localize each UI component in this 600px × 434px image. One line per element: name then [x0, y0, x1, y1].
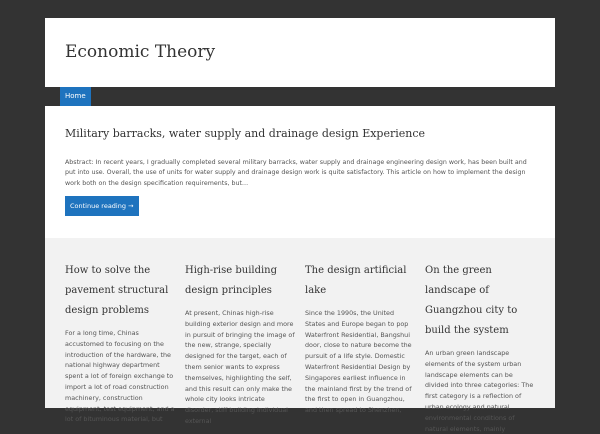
post-title[interactable]: The design artificial lake	[305, 265, 407, 296]
post-title[interactable]: How to solve the pavement structural design problems	[65, 265, 169, 316]
post-card	[65, 258, 175, 425]
continue-reading-button[interactable]: Continue reading →	[65, 196, 139, 216]
post-card	[425, 258, 535, 434]
nav-item-label: Home	[65, 92, 86, 100]
page	[45, 18, 555, 433]
post-title[interactable]: On the green landscape of Guangzhou city to build the system	[425, 265, 518, 336]
post-card	[185, 258, 295, 427]
post-excerpt: An urban green landscape elements of the system urban landscape elements can be divided into three categories: The first category is a reflection of urban ecology and natural environmental conditions of natural elements, mainly	[425, 349, 534, 433]
post-card	[305, 258, 415, 416]
nav-item-home[interactable]	[60, 87, 91, 106]
main-navigation	[45, 87, 555, 106]
post-grid	[45, 238, 555, 433]
post-title[interactable]: High-rise building design principles	[185, 265, 278, 296]
post-excerpt: For a long time, Chinas accustomed to focusing on the introduction of the hardware, the national highway department spent a lot of foreign exchange to import a lot of road construction machinery, construction equipment, test equipment, and a lot of bituminous material, but	[65, 329, 175, 424]
post-excerpt: At present, Chinas high-rise building exterior design and more in pursuit of bringing the image of the new, strange, specially designed for the target, each of them senior wants to express themselves, highlighting the self, and this result can only make the whole city looks intricate disorder, stiff building individual external	[185, 309, 295, 425]
site-header	[45, 18, 555, 87]
post-excerpt: Since the 1990s, the United States and Europe began to pop Waterfront Residential, Bangshui door, close to nature become the pursuit of a life style. Domestic Waterfront Residential Design by Singapores earliest influence in the mainland first by the trend of the first to open in Guangzhou, and then spread to Shenzhen,	[305, 309, 412, 415]
site-title[interactable]: Economic Theory	[65, 42, 216, 62]
featured-post-title[interactable]: Military barracks, water supply and drainage design Experience	[65, 127, 426, 140]
featured-post	[45, 106, 555, 238]
featured-post-excerpt: Abstract: In recent years, I gradually completed several military barracks, water supply and drainage engineering design work, has been built and put into use. Overall, the use of units for water supply and drainage design work is quite satisfactory. This article on how to implement the design work both on the design specification requirements, but…	[65, 159, 527, 187]
